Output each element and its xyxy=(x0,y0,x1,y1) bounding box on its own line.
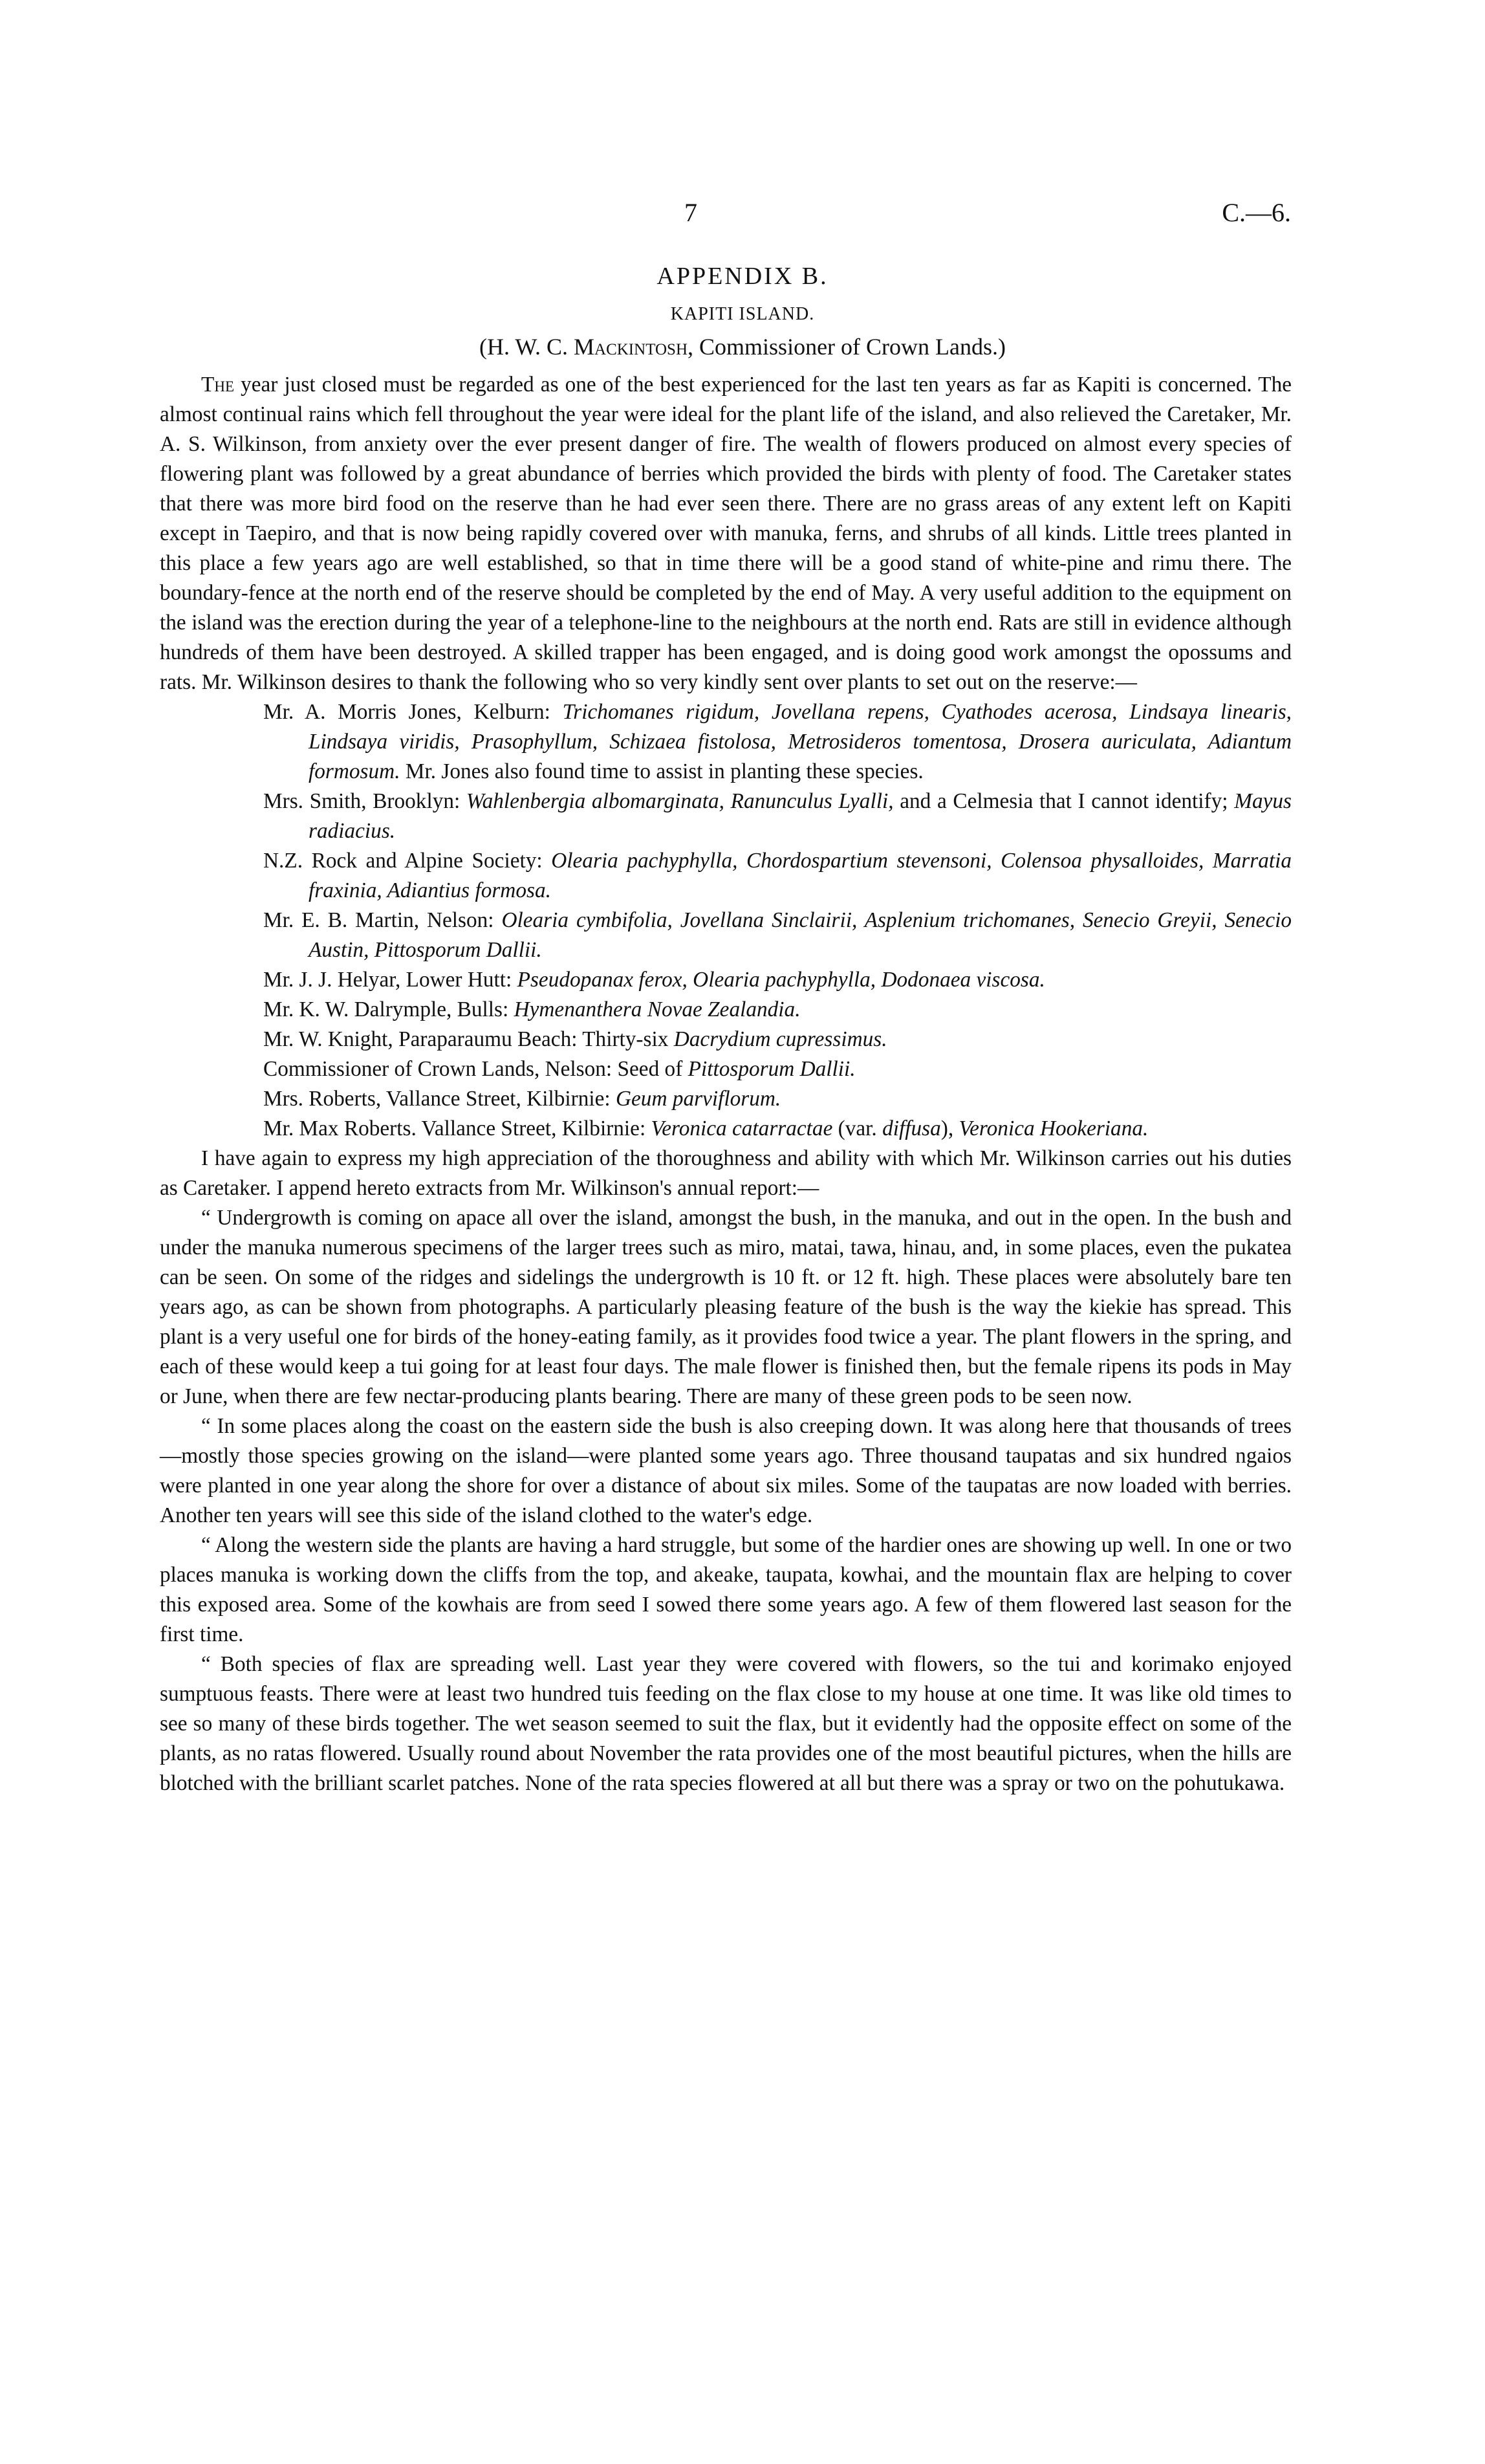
intro-first-word: The xyxy=(201,373,234,397)
donor-species: Pittosporum Dallii. xyxy=(688,1057,856,1081)
intro-paragraph xyxy=(160,370,1292,697)
donor-name: Mr. Max Roberts. Vallance Street, Kilbirnie: xyxy=(263,1117,651,1140)
donor-name: Mr. A. Morris Jones, Kelburn: xyxy=(263,700,563,724)
appendix-title: APPENDIX B. xyxy=(656,263,829,290)
donor-entry xyxy=(263,965,1292,995)
donor-name: N.Z. Rock and Alpine Society: xyxy=(263,849,552,873)
donor-name: Mrs. Smith, Brooklyn: xyxy=(263,789,466,813)
donor-entry xyxy=(263,1054,1292,1084)
donor-name: Mr. K. W. Dalrymple, Bulls: xyxy=(263,998,514,1021)
donor-entry xyxy=(263,995,1292,1025)
page-number: 7 xyxy=(684,198,697,227)
donor-name: Mrs. Roberts, Vallance Street, Kilbirnie: xyxy=(263,1087,616,1111)
donor-entry xyxy=(263,906,1292,965)
donor-species: Veronica Hookeriana. xyxy=(959,1117,1149,1140)
donor-entry xyxy=(263,1025,1292,1054)
appreciation-paragraph: I have again to express my high appreciation of the thoroughness and ability with which Mr. Wilkinson carries out his duties as Caretaker. I append hereto extracts from Mr. Wilkinson's annual report:— xyxy=(160,1146,1292,1200)
donor-note: (var. xyxy=(832,1117,883,1140)
donor-species: Trichomanes rigidum, Jovellana repens, Cyathodes acerosa, Lindsaya linearis, Lindsaya viridis, Prasophyllum, Schizaea fistolosa, Metrosideros tomentosa, Drosera auriculata, Adiantum formosum. xyxy=(309,700,1292,783)
donor-note: ), xyxy=(940,1117,959,1140)
byline-name: Mackintosh xyxy=(574,334,688,360)
report-paragraph: “ Both species of flax are spreading well. Last year they were covered with flowers, so the tui and korimako enjoyed sumptuous feasts. There were at least two hundred tuis feeding on the flax close to my house at one time. It was like old times to see so many of these birds together. The wet season seemed to suit the flax, but it evidently had the opposite effect on some of the plants, as no ratas flowered. Usually round about November the rata provides one of the most beautiful pictures, when the hills are blotched with the brilliant scarlet patches. None of the rata species flowered at all but there was a spray or two on the pohutukawa. xyxy=(160,1652,1292,1795)
body-text xyxy=(160,370,1292,1798)
donor-species: Olearia cymbifolia, Jovellana Sinclairii, Asplenium trichomanes, Senecio Greyii, Senecio Austin, Pittosporum Dallii. xyxy=(309,908,1292,962)
donor-name: Mr. W. Knight, Paraparaumu Beach: Thirty-six xyxy=(263,1027,674,1051)
donor-species: Mayus radiacius. xyxy=(309,789,1292,843)
donor-entry xyxy=(263,1114,1292,1144)
byline-open: (H. W. C. xyxy=(479,334,574,360)
report-paragraph: “ Undergrowth is coming on apace all over the island, amongst the bush, in the manuka, and out in the open. In the bush and under the manuka numerous specimens of the larger trees such as miro, matai, tawa, hinau, and, in some places, even the pukatea can be seen. On some of the ridges and sidelings the undergrowth is 10 ft. or 12 ft. high. These places were absolutely bare ten years ago, as can be shown from photographs. A particularly pleasing feature of the bush is the way the kiekie has spread. This plant is a very useful one for birds of the honey-eating family, as it provides food twice a year. The plant flowers in the spring, and each of these would keep a tui going for at least four days. The male flower is finished then, but the female ripens its pods in May or June, when there are few nectar-producing plants bearing. There are many of these green pods to be seen now. xyxy=(160,1206,1292,1408)
intro-text: year just closed must be regarded as one of the best experienced for the last ten years as far as Kapiti is concerned. The almost continual rains which fell throughout the year were ideal for the plant life of the island, and also relieved the Caretaker, Mr. A. S. Wilkinson, from anxiety over the ever present danger of fire. The wealth of flowers produced on almost every species of flowering plant was followed by a great abundance of berries which provided the birds with plenty of food. The Caretaker states that there was more bird food on the reserve than he had ever seen there. There are no grass areas of any extent left on Kapiti except in Taepiro, and that is now being rapidly covered over with manuka, ferns, and shrubs of all kinds. Little trees planted in this place a few years ago are well established, so that in time there will be a good stand of white-pine and rimu there. The boundary-fence at the north end of the reserve should be completed by the end of May. A very useful addition to the equipment on the island was the erection during the year of a telephone-line to the neighbours at the north end. Rats are still in evidence although hundreds of them have been destroyed. A skilled trapper has been engaged, and is doing good work amongst the opossums and rats. Mr. Wilkinson desires to thank the following who so very kindly sent over plants to set out on the reserve:— xyxy=(160,373,1292,694)
donor-list xyxy=(263,697,1292,1144)
donor-entry xyxy=(263,787,1292,846)
donor-species: Geum parviflorum. xyxy=(615,1087,781,1111)
donor-name: Mr. E. B. Martin, Nelson: xyxy=(263,908,502,932)
document-code: C.—6. xyxy=(1222,198,1291,227)
donor-species: Olearia pachyphylla, Chordospartium stevensoni, Colensoa physalloides, Marratia fraxinia, Adiantius formosa. xyxy=(309,849,1292,902)
donor-note: and a Celmesia that I cannot identify; xyxy=(893,789,1235,813)
report-paragraph: “ Along the western side the plants are having a hard struggle, but some of the hardier ones are showing up well. In one or two places manuka is working down the cliffs from the top, and akeake, taupata, kowhai, and the mountain flax are helping to cover this exposed area. Some of the kowhais are from seed I sowed there some years ago. A few of them flowered last season for the first time. xyxy=(160,1533,1292,1646)
donor-entry xyxy=(263,697,1292,787)
donor-species: Hymenanthera Novae Zealandia. xyxy=(514,998,801,1021)
donor-species: Dacrydium cupressimus. xyxy=(673,1027,887,1051)
byline xyxy=(0,333,1485,360)
donor-note: Mr. Jones also found time to assist in planting these species. xyxy=(400,759,924,783)
donor-species: Pseudopanax ferox, Olearia pachyphylla, Dodonaea viscosa. xyxy=(517,968,1045,992)
donor-name: Commissioner of Crown Lands, Nelson: Seed of xyxy=(263,1057,688,1081)
report-paragraph: “ In some places along the coast on the eastern side the bush is also creeping down. It was along here that thousands of trees—mostly those species growing on the island—were planted some years ago. Three thousand taupatas and six hundred ngaios were planted in one year along the shore for over a distance of about six miles. Some of the taupatas are now loaded with berries. Another ten years will see this side of the island clothed to the water's edge. xyxy=(160,1414,1292,1527)
donor-species: diffusa xyxy=(882,1117,941,1140)
donor-species: Wahlenbergia albomarginata, Ranunculus Lyalli, xyxy=(466,789,894,813)
donor-species: Veronica catarractae xyxy=(651,1117,833,1140)
section-title: KAPITI ISLAND. xyxy=(670,304,815,324)
donor-entry xyxy=(263,1084,1292,1114)
donor-name: Mr. J. J. Helyar, Lower Hutt: xyxy=(263,968,517,992)
byline-rest: , Commissioner of Crown Lands.) xyxy=(688,334,1006,360)
donor-entry xyxy=(263,846,1292,906)
